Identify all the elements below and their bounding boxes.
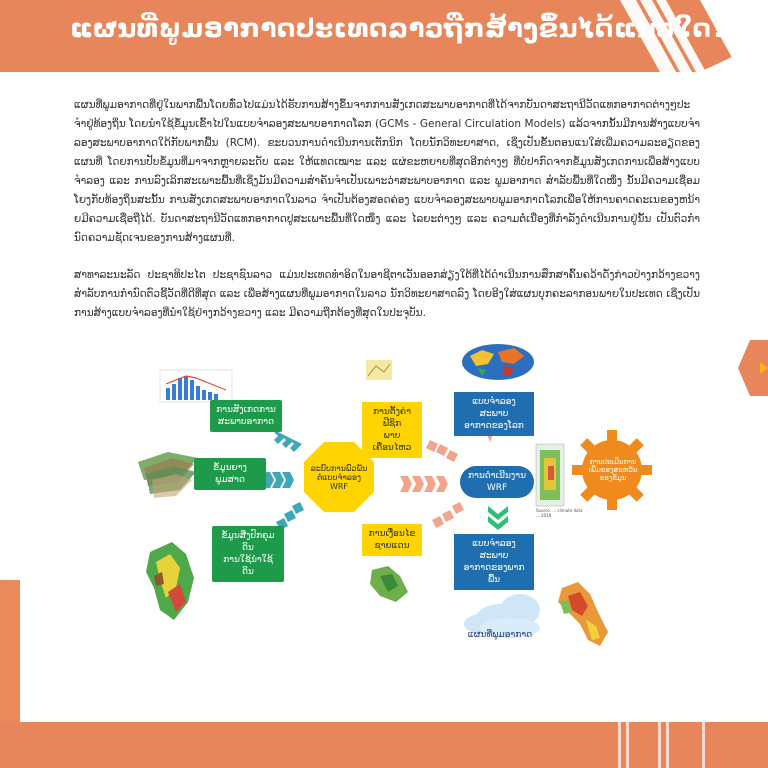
climate-modeling-diagram <box>110 340 670 660</box>
terrain-image <box>138 452 198 498</box>
climate-map-label: ແຜນທີ່ພູມອາກາດ <box>467 630 533 640</box>
left-accent-band <box>0 580 20 730</box>
wrf-octagon-label: ລະບົບການພົວພັນ ຕໍ່ແບບຈໍາລອງ WRF <box>310 464 368 491</box>
right-accent-tab <box>738 340 768 396</box>
body-paragraph-2: ສາທາລະນະລັດ ປະຊາທິປະໄຕ ປະຊາຊົນລາວ ແມ່ນປະເທດທໍາອິດໃນອາຊີຕາເວັນອອກສ່ຽງໃຕ້ທີ່ໄດ້ດໍາເນີນການສຶກສາຄົ້ນຄວ້າດັ່ງກ່າວປ່າງກວ້າງຂວາງ ສໍາລັບການກໍານົດຕົວຊີ້ວັດທີ່ດີທີ່ສຸດ ແລະ ເພື່ອສ້າງແຜນທີ່ພູມອາກາດໃນລາວ ນັກວິທະຍາສາດລົງ ໂດຍອີງໃສ່ແຜນບຸກຄະລາກອນພາຍໃນປະເທດ ເຊິ່ງເປັນການສ້າງແບບຈໍາລອງທີ່ນໍາໃຊ້ຢ່າງກວ້າງຂວາງ ແລະ ມີຄວາມຖືກຕ້ອງທີ່ສຸດໃນປະຈຸບັນ. <box>74 269 700 319</box>
page-title: ແຜນທີ່ພູມອາກາດປະເທດລາວຖືກສ້າງຂຶ້ນໄດ້ແນວໃດ? <box>70 14 728 44</box>
world-map-image <box>462 344 534 380</box>
source-caption: Source: ... climate data ... 2019 <box>536 508 583 518</box>
diagram-graphics <box>110 340 670 660</box>
input-arrows <box>262 432 304 530</box>
landuse-map-image <box>146 542 194 620</box>
laos-climate-map <box>558 582 608 646</box>
physics-box: ການຕັ້ງຄ່າຟີຊິກ ພາບເຄື່ອນໄຫວ <box>362 402 422 458</box>
regional-model-box: ແບບຈໍາລອງສະພາບ ອາກາດຂອງພາກພື້ນ <box>454 534 534 590</box>
global-model-box: ແບບຈໍາລອງສະພາບ ອາກາດຂອງໂລກ <box>454 392 534 436</box>
footer-stripes <box>618 722 708 768</box>
terrain-box: ຂໍ້ມູນຍາງພູມສາດ <box>194 458 266 490</box>
wrf-run-box: ການດໍາເນີນງານ WRF <box>460 466 534 498</box>
climate-chart-image <box>160 370 232 402</box>
validation-chart-image <box>536 444 564 506</box>
physics-image <box>366 360 392 380</box>
boundary-box: ການເງື່ອນໄຂ ຊາຍແດນ <box>362 524 422 556</box>
observation-box: ການສັງເກດການ ສະພາບອາກາດ <box>210 400 282 432</box>
validation-gear-label: ການປະເມີນການ ເພີ່ມຂອງສະຫວັນ ຂອງຂໍ້ມູນ <box>588 458 638 482</box>
landuse-box: ຂໍ້ມູນສີ່ງປົກຄຸມດິນ ການໃຊ້ນໍາໃຊ້ດິນ <box>212 526 284 582</box>
boundary-map-image <box>370 566 408 602</box>
body-paragraph-1: ແຜນທີ່ພູມອາກາດທີ່ຢູ່ໃນພາກພື້ນໂດຍທົ່ວໄປແມ່ນໄດ້ຮັບການສ້າງຂຶ້ນຈາກການສັງເກດສະພາບອາກາດທີ່ໄດ້ຈາກບັນດາສະຖານີວັດແທກອາກາດຕ່າງໆປະຈໍາຢູ່ທ້ອງຖິ່ນ ໂດຍນໍາໃຊ້ຂໍ້ມູນເຂົ້າໄປໃນແບບຈໍາລອງສະພາບອາກາດໂລກ (GCMs - General Circulation Models) ແລ້ວຈາກນັ້ນມີການສ້າງແບບຈໍາລອງສະພາບອາກາດໃດ້ກັບພາກພື້ນ (RCM). ຂະບວນການດໍາເນີນການເຕັກນິກ ໂດຍນັກວິທະຍາສາດ, ເຊິ່ງເປັນຂັ້ນຕອນແນໃສ່ເພີ່ມຄວາມລະອຽດຂອງແຜນທີ່ ໂດຍການປັບຂໍ້ມູນທີ່ມາຈາກຫຼາຍລະດັບ ແລະ ໃຫ້ແທດເໝາະ ແລະ ແຜ່ຂະຫຍາຍທີ່ສຸດອີກຕ່າງໆ ທີ່ບໍ່ປາກົດຈາກຂໍ້ມູນສັງເກດການເພື່ອສ້າງແບບຈໍາລອງ ແລະ ການລົງເລິກສະເພາະພື້ນທີ່ເຊິ່ງມັນມີຄວາມສໍາຄັນຈໍາເປັນເພາະວ່າສະພາບອາກາດ ແລະ ພູມອາກາດ ສໍາລັບພື້ນທີ່ໃດໜຶ່ງ ນັ້ນມີຄວາມເຊື່ອມໂຍງກັບທ້ອງຖິ່ນສະນັ້ນ ການສັງເກດສະພາບອາກາດໃນລາວ ຈໍາເປັນຕ້ອງສອດຄ່ອງ ແບບຈໍາລອງສະພາບພູມອາກາດໂລກເພື່ອໃຫ້ການຄາດຄະເນຂອງຫນ້າຍມີຄວາມເຊື່ອຖືໄດ້. ບັນດາສະຖານີວັດແທກອາກາດປູສະເພາະພື້ນທີ່ໃດໜຶ່ງ ແລະ ໄລຍະຕ່າງໆ ແລະ ຄວາມຕໍ່ເນື່ອງທີ່ກໍາລັງດໍາເນີນການຢູ່ນັ້ນ ເປັນຕົວກໍານົດຄວາມຊັດເຈນຂອງການສ້າງແຜນທີ່. <box>74 99 700 244</box>
